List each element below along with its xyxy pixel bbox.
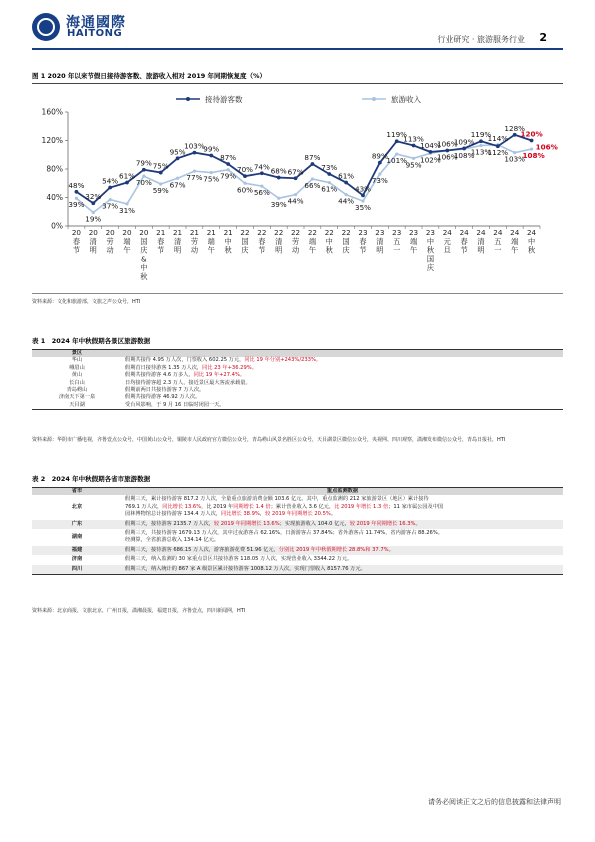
visitors-data-label: 32% — [85, 192, 102, 202]
x-category-label: 23 春节 — [358, 228, 368, 255]
x-category-label: 21 春节 — [156, 228, 166, 255]
table1-source: 资料来源：华阴市广播电视，齐鲁壹点公众号，中国黄山公众号，铜陵市人民政府官方微信公众号，青岛崂山风景名胜区公众号，天目湖景区微信公众号，央视网、四川观察，潇湘发布微信公众号，青岛日报社，HTI — [32, 437, 506, 443]
x-category-label: 23 端午 — [408, 228, 419, 255]
x-category-label: 24 端午 — [510, 228, 520, 255]
revenue-data-label: 103% — [504, 154, 525, 164]
series-point-0 — [462, 146, 466, 150]
table2-row — [32, 495, 563, 519]
table2-province-name: 济南 — [71, 556, 83, 563]
table1-detail: 假期共接待游客 46.92 万人次。 — [125, 394, 201, 401]
revenue-data-label: 66% — [304, 180, 321, 190]
series-point-0 — [277, 176, 281, 180]
series-point-0 — [429, 150, 433, 154]
revenue-data-label: 114% — [487, 133, 509, 143]
series-point-0 — [226, 162, 230, 166]
revenue-data-label: 106% — [437, 152, 458, 162]
legend-label: 接待游客数 — [205, 95, 243, 104]
visitors-data-label: 70% — [237, 165, 253, 175]
series-point-0 — [193, 151, 197, 155]
revenue-data-label: 60% — [237, 185, 253, 195]
visitors-data-label: 54% — [102, 176, 119, 186]
visitors-data-label: 113% — [403, 134, 424, 144]
visitors-data-label: 99% — [203, 144, 220, 154]
revenue-data-label: 67% — [169, 180, 186, 190]
series-point-0 — [108, 186, 112, 190]
table2-detail: 假期三天，累计接待游客 817.2 万人次，全量重点旅游消费金额 103.6 亿元。其中，重点监测的 212 家旅游景区（地区）累计接待 769.1 万人次，同比增长 13.6%，比 2019 年同期增长 1.4 倍；累计营业收入 3.6 亿元，比 2019 年增长 1.3 倍；11 家市属公园及中国 园林博物馆总计接待游客 134.4 万人次，同比增长 38.9%，较 2019 年同期增长 20.5%。 — [125, 496, 444, 518]
visitors-data-label: 128% — [504, 123, 525, 133]
y-tick-label: 80% — [46, 164, 63, 174]
table1-detail: 假期共接待 4.95 万人次，门票收入 602.25 万元，同比 19 年分别+243%/233%。 — [125, 357, 322, 364]
table2 — [32, 487, 563, 575]
visitors-data-label: 61% — [119, 171, 135, 181]
table2-row — [32, 555, 563, 564]
x-category-label: 24 清明 — [476, 228, 486, 255]
table2-detail: 假期三天，纳入统计的 867 家 A 级景区累计接待游客 1008.12 万人次，实现门票收入 8157.76 万元。 — [122, 565, 563, 575]
table2-source: 资料来源：北京商报，文旅北京，广州日报，潇湘晨报，福建日报，齐鲁壹点，四川新闻网，HTI — [32, 608, 246, 614]
table2-header-province: 省市 — [32, 488, 122, 496]
visitors-data-label: 48% — [68, 180, 85, 190]
visitors-data-label: 109% — [453, 137, 475, 147]
revenue-data-label: 44% — [287, 196, 304, 206]
revenue-data-label: 101% — [386, 156, 407, 166]
table1-detail: 受台风影响，于 9 月 16 日临时闭园一天。 — [125, 401, 225, 408]
x-category-label: 21 清明 — [172, 228, 183, 255]
chart-data-labels — [68, 124, 557, 224]
series-point-0 — [159, 171, 163, 175]
x-category-label: 20 国庆&中秋 — [139, 228, 149, 281]
legend-label: 旅游收入 — [391, 95, 421, 104]
revenue-data-label: 56% — [253, 188, 270, 198]
visitors-data-label: 79% — [135, 158, 152, 168]
table1-detail: 日均接待游客超 2.3 万人，接近景区最大客流承载量。 — [125, 379, 251, 386]
table1-row — [32, 380, 563, 387]
revenue-data-label: 44% — [338, 196, 355, 206]
table2-province-name: 北京 — [71, 503, 83, 510]
revenue-data-label: 75% — [203, 174, 220, 184]
recovery-line-chart — [32, 86, 563, 291]
series-point-0 — [176, 156, 180, 160]
x-category-label: 22 端午 — [307, 228, 318, 255]
table2-detail: 假期三天，共接待游客 1679.13 万人次，其中过夜游客占 62.16%，日游游客占 37.84%；省外游客占 11.74%，省内游客占 88.26%。 经测算，全省旅游总收入 134.14 亿元。 — [125, 530, 443, 544]
x-category-label: 21 中秋 — [223, 228, 233, 255]
table2-province-name: 四川 — [32, 565, 122, 575]
x-category-label: 21 端午 — [206, 228, 216, 255]
revenue-data-label: 73% — [371, 175, 388, 185]
table1-row — [32, 394, 563, 401]
table1-scenic-name: 黄山 — [71, 372, 83, 379]
logo-text-cn: 海通國際 — [66, 15, 126, 31]
series-point-0 — [395, 139, 399, 143]
revenue-data-label: 61% — [321, 184, 338, 194]
series-point-0 — [479, 139, 483, 143]
table2-row — [32, 565, 563, 575]
y-tick-label: 40% — [46, 193, 63, 202]
revenue-data-label: 102% — [420, 155, 441, 165]
table1-scenic-name: 青岛崂山 — [66, 387, 88, 394]
table2-row — [32, 520, 563, 529]
table2-detail: 假期三天，接待游客 686.15 万人次，游客旅游花费 51.96 亿元，分别比 2019 年中秋假期增长 28.8%和 37.7%。 — [122, 546, 563, 555]
x-category-label: 22 春节 — [257, 228, 267, 255]
x-category-label: 22 国庆 — [341, 228, 351, 255]
series-point-0 — [378, 161, 382, 165]
header-divider — [32, 48, 563, 50]
table2-detail: 假期三天，纳入监测的 30 家重点景区共接待游客 118.05 万人次，实现营业收入 3344.22 万元。 — [125, 556, 353, 563]
visitors-last-label: 106% — [535, 142, 558, 152]
table1-scenic-name: 峨眉山 — [69, 364, 85, 371]
series-point-0 — [294, 176, 298, 180]
table1 — [32, 349, 563, 410]
series-point-0 — [243, 174, 247, 178]
revenue-data-label: 108% — [453, 151, 475, 161]
series-point-0 — [530, 139, 534, 143]
x-category-label: 20 清明 — [88, 228, 98, 255]
series-point-0 — [260, 171, 264, 175]
table2-province-name: 湖南 — [71, 533, 83, 540]
series-point-0 — [412, 144, 416, 148]
series-point-0 — [209, 154, 213, 158]
footer-disclaimer: 请务必阅读正文之后的信息披露和法律声明 — [428, 798, 561, 806]
y-tick-label: 0% — [51, 221, 63, 231]
x-category-label: 22 中秋 — [324, 228, 334, 255]
table2-title: 表 2 2024 年中秋假期各省市旅游数据 — [32, 475, 151, 483]
table2-detail: 假期三天，接待游客 2135.7 万人次，较 2019 年同期增长 13.6%；实现旅游收入 104.0 亿元，较 2019 年同期增长 16.3%。 — [122, 520, 563, 529]
table1-row — [32, 402, 563, 410]
series-point-0 — [311, 162, 315, 166]
visitors-data-label: 95% — [169, 147, 186, 157]
series-point-0 — [513, 133, 517, 137]
revenue-data-label: 37% — [102, 201, 119, 211]
x-category-label: 23 五一 — [392, 228, 402, 255]
visitors-data-label: 67% — [287, 167, 304, 177]
revenue-data-label: 77% — [186, 173, 203, 183]
series-point-0 — [344, 181, 348, 185]
series-point-0 — [142, 168, 146, 172]
visitors-data-label: 73% — [321, 162, 338, 172]
series-point-0 — [75, 190, 79, 194]
revenue-data-label: 39% — [68, 200, 85, 210]
revenue-data-label: 113% — [470, 147, 492, 157]
haitong-logo-icon — [32, 13, 60, 41]
table1-detail: 假期共接待游客 4.6 万多人，同比 19 年+27.4%。 — [125, 372, 246, 379]
table1-row — [32, 357, 563, 364]
x-category-label: 20 春节 — [71, 228, 82, 255]
table1-scenic-name: 长白山 — [69, 379, 85, 386]
revenue-data-label: 79% — [220, 171, 237, 181]
revenue-data-label: 39% — [270, 200, 287, 210]
x-category-label: 21 劳动 — [189, 228, 200, 255]
revenue-data-label: 108% — [522, 151, 545, 161]
revenue-data-label: 70% — [135, 178, 152, 188]
figure-top-rule — [32, 83, 563, 84]
visitors-data-label: 119% — [470, 130, 492, 140]
revenue-data-label: 95% — [405, 160, 422, 170]
chart-legend — [176, 94, 421, 104]
table1-row — [32, 387, 563, 394]
x-category-label: 24 春节 — [459, 228, 469, 255]
visitors-data-label: 87% — [220, 153, 237, 163]
visitors-data-label: 68% — [270, 166, 287, 176]
visitors-data-label: 61% — [338, 171, 355, 181]
x-category-label: 24 五一 — [493, 228, 503, 255]
table1-row — [32, 372, 563, 379]
visitors-data-label: 106% — [437, 139, 458, 149]
figure-bottom-rule — [32, 293, 563, 294]
revenue-data-label: 35% — [355, 203, 371, 213]
table1-scenic-name: 天目湖 — [69, 401, 85, 408]
visitors-data-label: 75% — [152, 161, 169, 171]
visitors-data-label: 43% — [355, 184, 371, 194]
chart-category-labels — [72, 228, 537, 281]
legend-marker — [186, 97, 190, 101]
breadcrumb: 行业研究 · 旅游服务行业 — [437, 35, 525, 44]
visitors-data-label: 104% — [420, 140, 441, 150]
x-category-label: 23 中秋国庆 — [425, 228, 436, 273]
visitors-data-label: 103% — [184, 141, 205, 151]
y-tick-label: 120% — [41, 136, 63, 145]
visitors-data-label: 74% — [253, 162, 270, 172]
x-category-label: 22 国庆 — [240, 228, 250, 255]
table1-scenic-name: 华山 — [71, 357, 83, 364]
x-category-label: 24 中秋 — [526, 228, 537, 255]
table2-province-name: 福建 — [32, 546, 122, 555]
legend-marker — [372, 97, 376, 101]
x-category-label: 22 清明 — [274, 228, 284, 255]
table2-row — [32, 546, 563, 555]
table2-row — [32, 529, 563, 546]
table1-detail: 假期首日接待游客 1.35 万人次，同比 23 年+36.29%。 — [125, 364, 257, 371]
table1-detail: 假期前两日共接待游客 7 万人次。 — [125, 387, 205, 394]
table1-title: 表 1 2024 年中秋假期各景区旅游数据 — [32, 337, 151, 345]
visitors-data-label: 119% — [386, 130, 407, 140]
x-category-label: 20 端午 — [122, 228, 132, 255]
figure-title: 图 1 2020 年以来节假日接待游客数、旅游收入相对 2019 年同期恢复度（%） — [32, 72, 267, 80]
visitors-data-label: 120% — [520, 129, 543, 139]
x-category-label: 20 劳动 — [105, 228, 115, 255]
revenue-data-label: 59% — [152, 185, 169, 195]
page-number: 2 — [539, 31, 547, 44]
table1-scenic-name: 济南天下第一泉 — [58, 394, 96, 401]
table1-header-scenic: 景区 — [32, 350, 122, 358]
x-category-label: 22 劳动 — [290, 228, 301, 255]
table1-row — [32, 365, 563, 372]
revenue-data-label: 19% — [85, 214, 102, 224]
visitors-data-label: 89% — [371, 151, 388, 161]
logo-text-en: HAITONG — [67, 28, 123, 39]
series-point-0 — [327, 172, 331, 176]
series-point-0 — [91, 201, 95, 205]
x-category-label: 24 元旦 — [442, 228, 452, 255]
table2-province-name: 广东 — [32, 520, 122, 529]
visitors-data-label: 87% — [304, 153, 321, 163]
visitors-data-label: 112% — [487, 148, 509, 158]
revenue-data-label: 31% — [119, 205, 135, 215]
x-category-label: 23 清明 — [375, 228, 385, 255]
series-point-0 — [125, 181, 129, 185]
figure-source: 资料来源：文化和旅游部，文旅之声公众号，HTI — [32, 299, 141, 305]
y-tick-label: 160% — [41, 107, 63, 117]
table2-header-data: 重点监测数据 — [122, 488, 563, 496]
series-point-0 — [361, 193, 365, 197]
